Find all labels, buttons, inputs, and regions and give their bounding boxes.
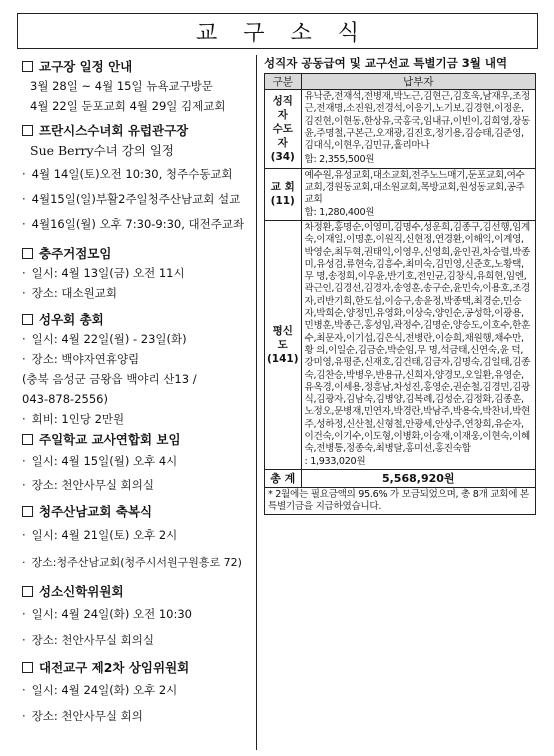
column-divider — [256, 55, 257, 750]
table-header-payers: 납부자 — [301, 74, 535, 90]
row-label-text: 성직 자 수도 자 (34) — [270, 94, 295, 163]
text-line: · 장소: 천안사무실 회의실 — [22, 473, 254, 497]
section-title: 성우회 총회 — [39, 312, 104, 327]
left-column — [22, 56, 254, 729]
square-bullet-icon — [22, 586, 33, 597]
section-title: 청주산남교회 축복식 — [39, 504, 153, 519]
total-value: 5,568,920원 — [301, 469, 535, 487]
square-bullet-icon — [22, 61, 33, 72]
text-line: · 일시: 4월 13일(금) 오전 11시 — [22, 263, 254, 283]
text-line: · 4월16일(월) 오후 7:30-9:30, 대전주교좌 — [22, 212, 254, 237]
payer-list: 유낙준,전재석,전병재,박노근,김현근,김호욱,남재우,조정근,전재명,소진원,전경석,이응기,노기보,김경현,이정운,김진현,이현동,한상유,국홍국,임내규,이빈이,김희영,장동윤,주명철,구본근,오재광,김진호,정기용,김승태,김준영,김대식,이현우,김민규,홀리마나 — [304, 91, 531, 152]
table-row — [265, 220, 536, 469]
table-header-category: 구분 — [265, 74, 302, 90]
text-line: (충북 음성군 금왕읍 백야리 산13 / — [22, 372, 197, 386]
section-title: 대전교구 제2차 상임위원회 — [39, 660, 190, 675]
text-line: · 일시: 4월 24일(화) 오전 10:30 — [22, 601, 254, 627]
section-title: 충주거점모임 — [39, 246, 112, 261]
payer-list: 예수원,유성교회,대소교회,전주노느매기,둔포교회,여수교회,경원동교회,대소원교회,목방교회,원성동교회,공주교회 — [304, 169, 525, 206]
square-bullet-icon — [22, 434, 33, 445]
text-line: · 장소: 백야자연휴양림 — [22, 349, 254, 369]
text-line: · 일시: 4월 21일(토) 오후 2시 — [22, 521, 254, 549]
fund-note: * 2월에는 필요금액의 95.6% 가 모금되었으며, 총 8개 교회에 본 특별기금을 지급하였습니다. — [265, 487, 536, 514]
text-line: · 회비: 1인당 2만원 — [22, 409, 254, 429]
text-line: 3월 28일 ~ 4월 15일 뉴욕교구방문 — [30, 79, 213, 93]
row-label-text: 교 회 (11) — [270, 181, 295, 208]
text-line: 4월 22일 둔포교회 4월 29일 김제교회 — [30, 99, 226, 113]
text-line: · 일시: 4월 22일(월) - 23일(화) — [22, 329, 254, 349]
section-schedule — [22, 56, 254, 116]
table-header-row — [265, 74, 536, 90]
section-theology — [22, 581, 254, 653]
section-sunday-school — [22, 429, 254, 497]
row-sum: : 1,933,020원 — [304, 455, 366, 467]
section-title: 성소신학위원회 — [39, 584, 124, 599]
row-body — [301, 220, 535, 469]
text-line: · 4월15일(일)부활2주일청주산남교회 설교 — [22, 187, 254, 212]
text-line: · 4월 14일(토)오전 10:30, 청주수동교회 — [22, 162, 254, 187]
section-title: 교구장 일정 안내 — [39, 59, 133, 74]
text-line: · 일시: 4월 24일(화) 오후 2시 — [22, 677, 254, 703]
section-seongwoo — [22, 309, 254, 429]
row-sum: 합: 2,355,500원 — [304, 154, 375, 166]
row-sum: 합: 1,280,400원 — [304, 206, 375, 218]
section-standing-committee — [22, 657, 254, 729]
row-body — [301, 90, 535, 169]
row-label-text: 평신 도 (141) — [267, 324, 299, 365]
text-line: · 장소: 천안사무실 회의 — [22, 703, 254, 729]
text-line: · 장소: 대소원교회 — [22, 283, 254, 303]
total-label: 총 계 — [265, 469, 302, 487]
fund-table — [264, 73, 536, 515]
square-bullet-icon — [22, 248, 33, 259]
square-bullet-icon — [22, 314, 33, 325]
speaker-name: Sue Berry수녀 강의 일정 — [30, 143, 174, 158]
section-title: 프란시스수녀회 유럽관구장 — [39, 123, 189, 138]
row-label — [265, 168, 302, 220]
fund-title: 성직자 공동급여 및 교구선교 특별기금 3월 내역 — [264, 56, 508, 70]
row-label — [265, 90, 302, 169]
row-body — [301, 168, 535, 220]
right-column — [264, 56, 541, 515]
section-cheongju — [22, 243, 254, 303]
section-sannam — [22, 501, 254, 577]
section-francis — [22, 120, 254, 237]
text-line: · 장소:청주산남교회(청주시서원구원흥로 72) — [22, 549, 254, 577]
section-title: 주일학교 교사연합회 보임 — [39, 432, 181, 447]
square-bullet-icon — [22, 125, 33, 136]
page-title: 교구소식 — [195, 20, 385, 46]
text-line: · 장소: 천안사무실 회의실 — [22, 627, 254, 653]
table-row — [265, 168, 536, 220]
row-label — [265, 220, 302, 469]
square-bullet-icon — [22, 506, 33, 517]
payer-list: 차정환,홍명순,이영미,김명수,성운희,김종구,김선행,임계숙,이재일,이명훈,이원직,신현정,연경환,이해익,이계영,박영순,최두혁,권태익,이영우,신영희,윤인권,차승렬,박종미,유성검,류현숙,김흥수,최미숙,김민영,신준호,노황택,무 명,송정희,이우윤,반기호,전인균,김창식,유희현,임엔,곽근인,김경선,김경자,송영훈,송구순,윤민숙,이용호,조경자,리반기희,한도섭,이승구,송윤정,박종택,최경순,민승자,박희순,양정민,유영화,이상숙,양인순,공성학,이광용,민병훈,박종근,홍성임,곽정수,김명순,양승도,이호수,한훈수,최문자,이기섭,김은식,전병란,이승희,채원행,채수만,황 의,이일순,김금순,박순임,무 명,석금태,신연숙,윤 덕,강미영,유평준,신재호,김건태,김금자,김명숙,김일태,김종숙,김찬승,박병우,반용규,신희자,양경모,오일환,유영순,유옥경,이세용,정흥남,차성진,홍영순,권순철,김경민,김광식,김광자,김남숙,김병양,김복례,김성순,김정화,김종훈,노정오,문병재,민연자,박경란,박남주,박용숙,박찬녀,박현주,성하정,신산철,신형철,안광세,안상주,연창희,유순자,이건숙,이기수,이도형,이병화,이승재,이재웅,이현숙,이혜숙,전병통,정종숙,최병달,홍미선,홍진숙합 — [304, 221, 531, 455]
text-line: · 일시: 4월 15일(월) 오후 4시 — [22, 449, 254, 473]
text-line: 043-878-2556) — [22, 392, 108, 406]
total-row — [265, 469, 536, 487]
page-title-box — [17, 13, 538, 49]
note-row — [265, 487, 536, 514]
square-bullet-icon — [22, 662, 33, 673]
table-row — [265, 90, 536, 169]
